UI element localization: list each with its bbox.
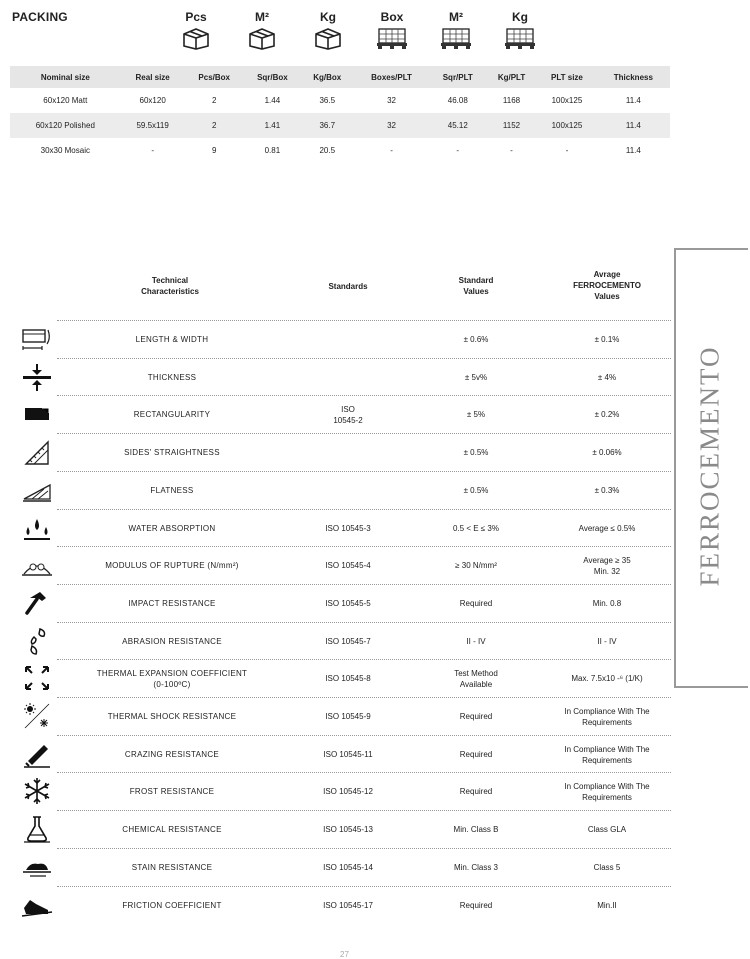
packing-header-cell: Pcs/Box [185,66,244,88]
packing-cell: 1168 [502,96,521,105]
technical-row [20,660,672,697]
standard-value: ± 0.5% [463,486,489,495]
crazing-icon [20,739,54,769]
packing-cell: 9 [211,146,217,155]
standard-value: Required [459,750,493,759]
standard-value: ≥ 30 N/mm² [455,561,497,570]
packing-cell: 36.5 [319,96,336,105]
header-characteristics: Technical Characteristics [141,276,199,296]
average-value: In Compliance With The Requirements [564,744,650,765]
packing-cell: 60x120 Polished [10,113,121,138]
characteristic-name: LENGTH & WIDTH [135,335,209,344]
standard-value: ± 5v% [464,373,488,382]
packing-cell: - [565,146,569,155]
average-value: Min.II [597,901,617,910]
characteristic-name: ABRASION RESISTANCE [122,637,222,646]
packing-header-cell: Kg/PLT [486,66,537,88]
average-value: ± 4% [597,373,617,382]
packing-header-row [10,66,670,88]
standard-code: ISO 10545-13 [323,825,373,834]
packing-header-cell: PLT size [537,66,597,88]
technical-row [20,736,672,773]
unit-3 [308,10,348,50]
header-standard-values: Standard Values [458,276,494,296]
packing-cell: 1.44 [264,96,281,105]
expand-arrows-icon [20,663,54,693]
unit-6 [500,10,540,50]
packing-cell: 2 [185,113,244,138]
packing-cell: - [456,146,460,155]
row-divider [57,697,671,698]
unit-4 [372,10,412,50]
standard-value: Required [459,901,493,910]
average-value: Average ≥ 35 Min. 32 [583,555,631,576]
standard-code: ISO 10545-9 [325,712,371,721]
standard-code: ISO 10545-11 [323,750,373,759]
standard-value: Required [459,712,493,721]
technical-row [20,773,672,810]
packing-cell: 45.12 [430,113,486,138]
box-icon [176,26,216,50]
packing-row [10,88,670,113]
packing-cell: 100x125 [551,96,583,105]
characteristic-name: THERMAL SHOCK RESISTANCE [107,712,237,721]
characteristic-name: WATER ABSORPTION [128,524,216,533]
packing-cell: 60x120 Matt [43,96,88,105]
standard-code: ISO 10545-3 [325,524,371,533]
flask-icon [20,814,54,844]
packing-cell: - [390,146,393,155]
packing-cell: 32 [387,96,396,105]
standard-value: II - IV [466,637,486,646]
unit-label: Kg [512,10,528,24]
packing-cell: 1.41 [244,113,301,138]
characteristic-name: RECTANGULARITY [133,410,211,419]
dimension-icon [20,324,54,354]
characteristic-name: SIDES' STRAIGHTNESS [124,448,220,457]
footprints-icon [20,626,54,656]
standard-code: ISO 10545-12 [323,787,373,796]
characteristic-name: FRICTION COEFFICIENT [122,901,222,910]
standard-value: Min. Class B [453,825,499,834]
row-divider [57,584,671,585]
technical-row [20,811,672,848]
standard-code: ISO 10545-8 [325,674,371,683]
average-value: ± 0.06% [592,448,622,457]
standard-value: ± 5% [466,410,486,419]
standard-value: ± 0.6% [463,335,489,344]
packing-cell: 11.4 [625,96,641,105]
box-icon [242,26,282,50]
unit-label: M² [255,10,269,24]
page-number: 27 [340,950,349,959]
technical-row [20,585,672,622]
average-value: In Compliance With The Requirements [564,781,650,802]
packing-header-cell: Thickness [597,66,670,88]
technical-row [20,623,672,660]
characteristic-name: THERMAL EXPANSION COEFFICIENT (0-100ºC) [96,668,248,689]
average-value: Min. 0.8 [592,599,622,608]
technical-row [20,547,672,584]
unit-label: Pcs [185,10,207,24]
row-divider [57,848,671,849]
average-value: ± 0.3% [594,486,620,495]
packing-header-cell: Boxes/PLT [353,66,429,88]
technical-row [20,698,672,735]
merged-standard-iso-10545-2: ISO 10545-2 [333,405,363,425]
standard-value: Required [459,787,493,796]
row-divider [57,622,671,623]
packing-cell: 0.81 [264,146,281,155]
standard-value: Test Method Available [454,668,498,689]
packing-cell: 1152 [486,113,537,138]
packing-cell: 20.5 [319,146,336,155]
stain-icon [20,852,54,882]
sun-snow-icon [20,701,54,731]
packing-header-cell: Nominal size [10,66,121,88]
average-value: Class 5 [593,863,621,872]
packing-header-cell: Sqr/PLT [430,66,486,88]
brand-vertical-text: FERROCEMENTO [694,345,725,587]
standard-value: Min. Class 3 [453,863,498,872]
packing-header-cell: Real size [121,66,185,88]
packing-cell: 11.4 [597,113,670,138]
technical-row [20,849,672,886]
characteristic-name: MODULUS OF RUPTURE (N/mm²) [105,561,239,570]
unit-1 [176,10,216,50]
packing-row [10,113,670,138]
pallet-icon [372,26,412,50]
packing-title: PACKING [12,10,68,24]
characteristic-name: FROST RESISTANCE [129,787,215,796]
standard-code: ISO 10545-7 [325,637,371,646]
characteristic-name: IMPACT RESISTANCE [128,599,216,608]
packing-cell: - [510,146,513,155]
box-icon [308,26,348,50]
row-divider [57,772,671,773]
header-standards: Standards [328,282,368,291]
rupture-icon [20,550,54,580]
pallet-icon [436,26,476,50]
characteristic-name: FLATNESS [150,486,194,495]
technical-row [20,510,672,547]
pallet-icon [500,26,540,50]
characteristic-name: CRAZING RESISTANCE [124,750,220,759]
packing-cell: 32 [353,113,429,138]
unit-2 [242,10,282,50]
standard-code: ISO 10545-17 [323,901,373,910]
row-divider [57,735,671,736]
unit-label: Kg [320,10,336,24]
row-divider [57,810,671,811]
average-value: Max. 7.5x10 -⁶ (1/K) [571,674,643,683]
header-avg-values: Avrage FERROCEMENTO Values [573,270,641,301]
row-divider [57,659,671,660]
packing-table [10,66,670,163]
average-value: II - IV [597,637,617,646]
unit-5 [436,10,476,50]
rectangle-icon [20,399,54,429]
hammer-icon [20,588,54,618]
unit-label: Box [380,10,404,24]
packing-header-cell: Sqr/Box [244,66,301,88]
packing-cell: 11.4 [625,146,641,155]
packing-cell: 36.7 [301,113,353,138]
packing-row [10,138,670,163]
packing-cell: 59.5x119 [121,113,185,138]
row-divider [57,509,671,510]
characteristic-name: STAIN RESISTANCE [131,863,213,872]
packing-cell: - [151,146,154,155]
standard-code: ISO 10545-14 [323,863,373,872]
row-divider [57,886,671,887]
characteristic-name: THICKNESS [147,373,197,382]
snowflake-icon [20,776,54,806]
packing-cell: 30x30 Mosaic [40,146,90,155]
thickness-icon [20,362,54,392]
packing-header-cell: Kg/Box [301,66,353,88]
set-square-icon [20,437,54,467]
packing-cell: 2 [211,96,217,105]
packing-cell: 100x125 [537,113,597,138]
average-value: ± 0.1% [594,335,620,344]
shoe-icon [20,890,54,920]
average-value: Class GLA [587,825,627,834]
unit-label: M² [449,10,463,24]
row-divider [57,546,671,547]
water-drops-icon [20,513,54,543]
average-value: ± 0.2% [594,410,620,419]
packing-cell: 46.08 [447,96,468,105]
standard-value: 0.5 < E ≤ 3% [453,524,499,533]
packing-cell: 60x120 [139,96,166,105]
standard-value: Required [459,599,493,608]
average-value: In Compliance With The Requirements [564,706,650,727]
characteristic-name: CHEMICAL RESISTANCE [122,825,222,834]
technical-row [20,887,672,924]
flatness-icon [20,475,54,505]
standard-code: ISO 10545-4 [325,561,371,570]
standard-code: ISO 10545-5 [325,599,371,608]
standard-value: ± 0.5% [463,448,489,457]
average-value: Average ≤ 0.5% [578,524,636,533]
